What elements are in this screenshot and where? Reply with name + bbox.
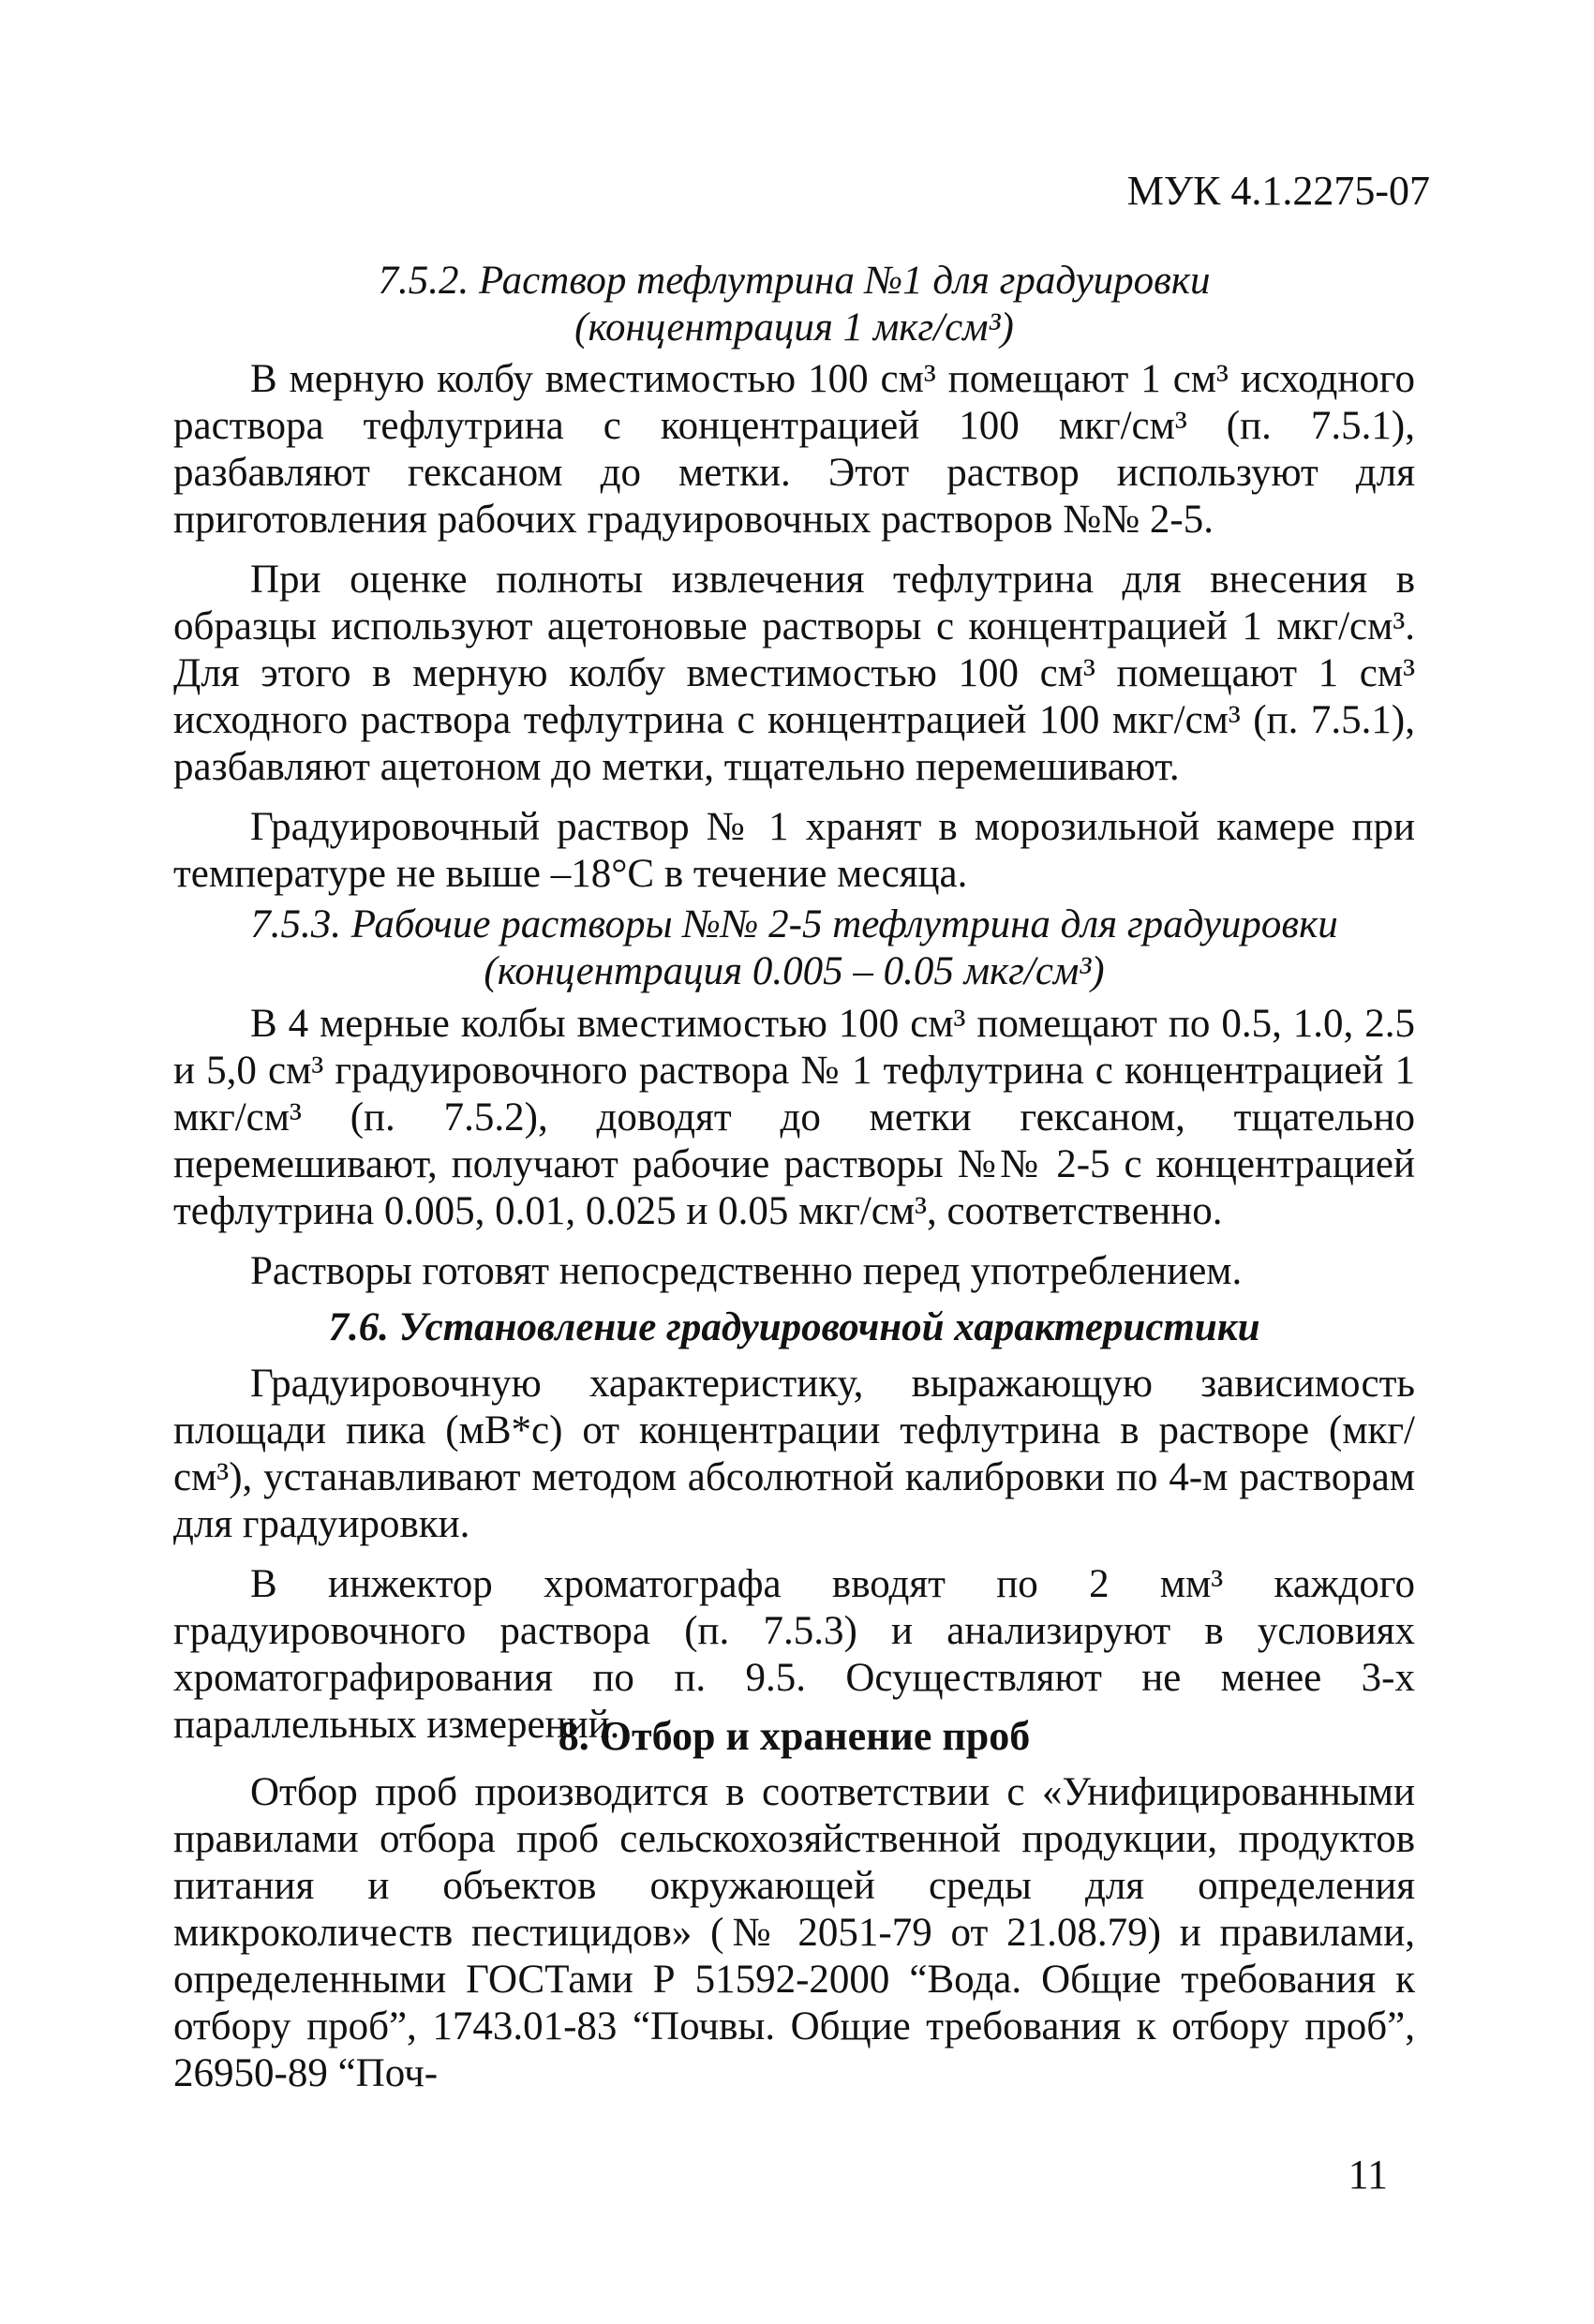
paragraph: В мерную колбу вместимостью 100 см³ помещают 1 см³ исходного раствора тефлутрина с концентрацией 100 мкг/см³ (п. 7.5.1), разбавляют гексаном до метки. Этот раствор используют для приготовления рабочих градуировочных растворов №№ 2-5. bbox=[173, 357, 1415, 542]
document-code: МУК 4.1.2275-07 bbox=[1126, 168, 1430, 214]
paragraph: В инжектор хроматографа вводят по 2 мм³ каждого градуировочного раствора (п. 7.5.3) и анализируют в условиях хроматографирования по п. 9.5. Осуществляют не менее 3-х параллельных измерений. bbox=[173, 1562, 1415, 1747]
paragraph: Градуировочный раствор № 1 хранят в морозильной камере при температуре не выше –18°С в течение месяца. bbox=[173, 805, 1415, 896]
section-7-6-body bbox=[173, 1361, 1415, 1749]
section-7-5-2-body bbox=[173, 356, 1415, 898]
paragraph: Растворы готовят непосредственно перед употреблением. bbox=[250, 1249, 1243, 1293]
section-7-6-heading: 7.6. Установление градуировочной характеристики bbox=[328, 1305, 1260, 1349]
section-heading-line: 7.5.3. Рабочие растворы №№ 2-5 тефлутрина для градуировки bbox=[250, 902, 1338, 946]
section-7-5-2-heading bbox=[173, 258, 1415, 351]
section-7-5-3-body bbox=[173, 1001, 1415, 1295]
section-8-heading: 8. Отбор и хранение проб bbox=[558, 1713, 1031, 1759]
paragraph: В 4 мерные колбы вместимостью 100 см³ помещают по 0.5, 1.0, 2.5 и 5,0 см³ градуировочного раствора № 1 тефлутрина с концентрацией 1 мкг/см³ (п. 7.5.2), доводят до метки гексаном, тщательно перемешивают, получают рабочие растворы №№ 2-5 с концентрацией тефлутрина 0.005, 0.01, 0.025 и 0.05 мкг/см³, соответственно. bbox=[173, 1002, 1415, 1233]
page-number: 11 bbox=[1348, 2152, 1388, 2197]
section-8-body bbox=[173, 1769, 1415, 2097]
paragraph: При оценке полноты извлечения тефлутрина для внесения в образцы используют ацетоновые растворы с концентрацией 1 мкг/см³. Для этого в мерную колбу вместимостью 100 см³ помещают 1 см³ исходного раствора тефлутрина с концентрацией 100 мкг/см³ (п. 7.5.1), разбавляют ацетоном до метки, тщательно перемешивают. bbox=[173, 558, 1415, 789]
section-heading-line: 7.5.2. Раствор тефлутрина №1 для градуировки bbox=[378, 259, 1211, 303]
paragraph: Отбор проб производится в соответствии с «Унифицированными правилами отбора проб сельскохозяйственной продукции, продуктов питания и объектов окружающей среды для определения микроколичеств пестицидов» (№ 2051-79 от 21.08.79) и правилами, определенными ГОСТами Р 51592-2000 “Вода. Общие требования к отбору проб”, 1743.01-83 “Почвы. Общие требования к отбору проб”, 26950-89 “Поч- bbox=[173, 1770, 1415, 2095]
section-heading-line: (концентрация 0.005 – 0.05 мкг/см³) bbox=[484, 949, 1105, 993]
section-7-5-3-heading bbox=[173, 901, 1415, 995]
paragraph: Градуировочную характеристику, выражающую зависимость площади пика (мВ*с) от концентрации тефлутрина в растворе (мкг/см³), устанавливают методом абсолютной калибровки по 4-м растворам для градуировки. bbox=[173, 1362, 1415, 1546]
section-heading-line: (концентрация 1 мкг/см³) bbox=[574, 305, 1014, 350]
